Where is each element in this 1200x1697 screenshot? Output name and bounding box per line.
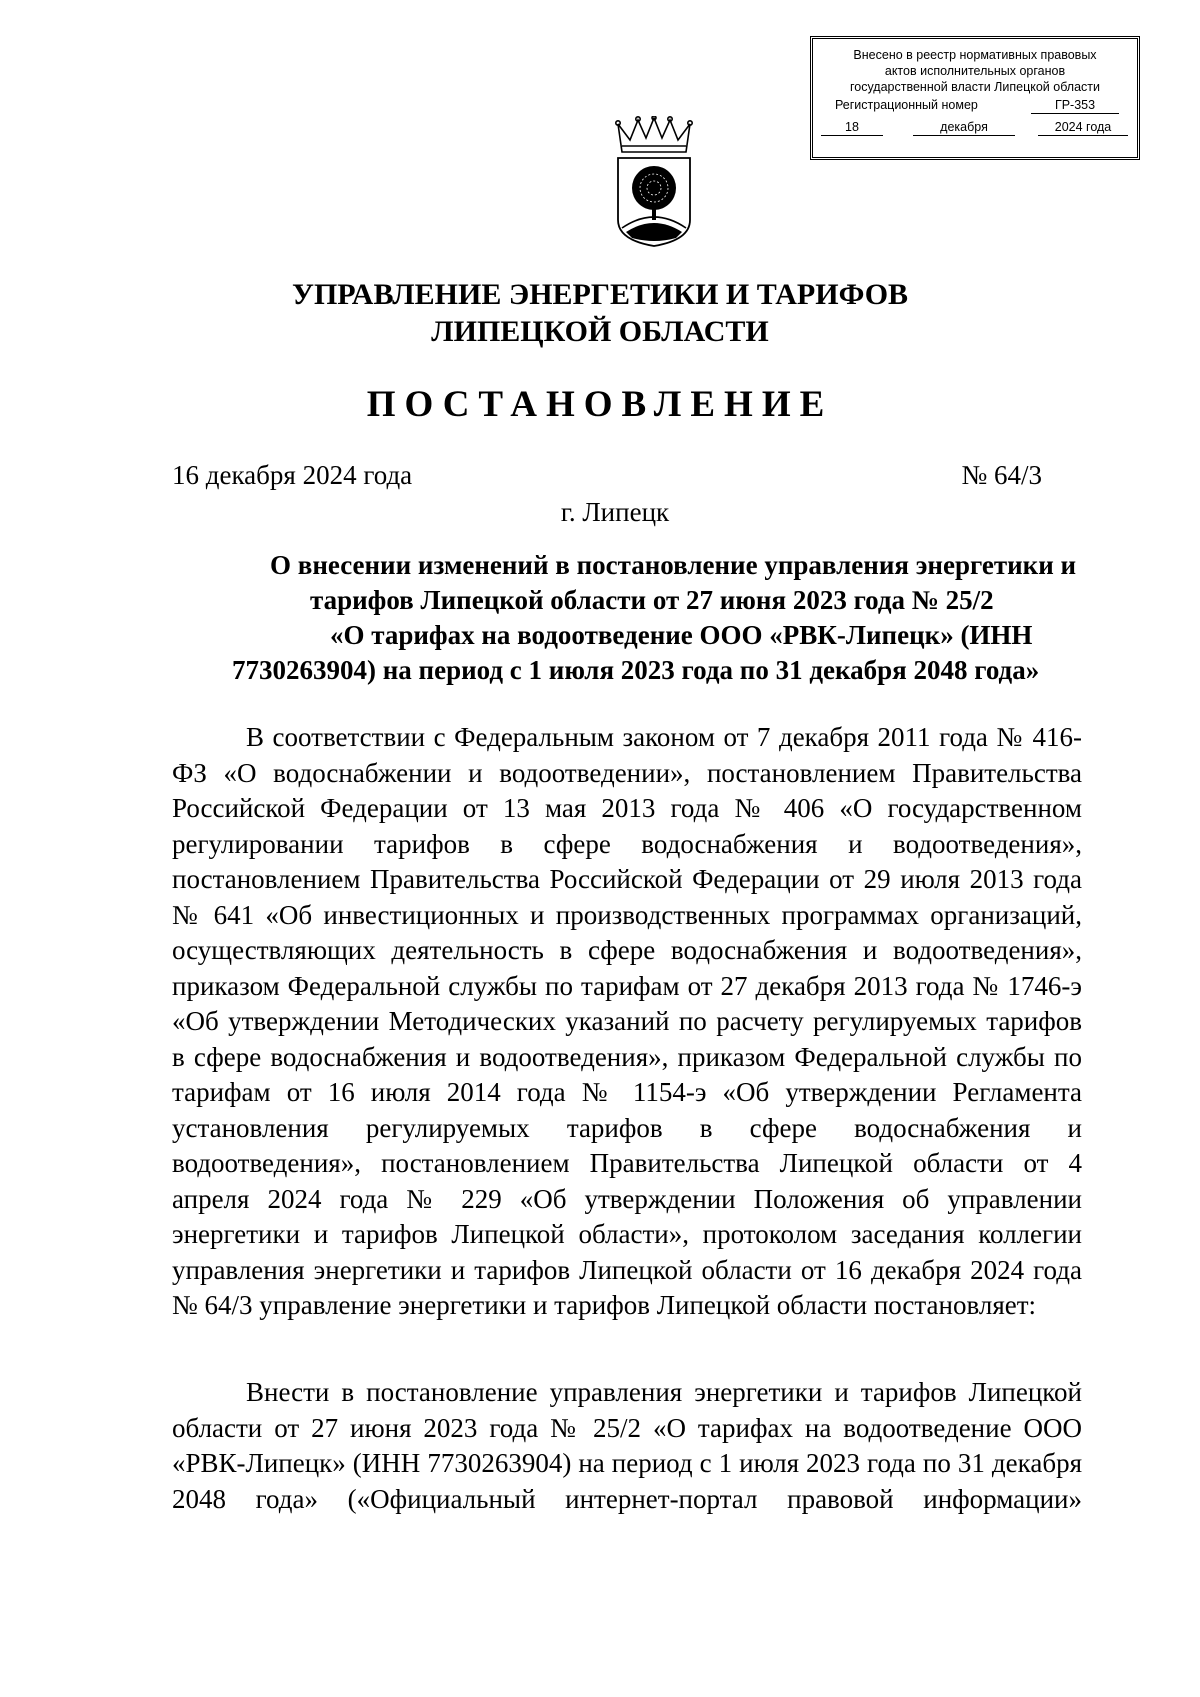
document-date: 16 декабря 2024 года (172, 460, 413, 490)
body-paragraph-1: В соответствии с Федеральным законом от 7 декабря 2011 года № 416-ФЗ «О водоснабжении и водоотведении», постановлением Правительства Российской Федерации от 13 мая 2013 года № 406 «О государственном регулировании тарифов в сфере водоснабжения и водоотведения», постановлением Правительства Российской Федерации от 29 июля 2013 года № 641 «Об инвестиционных и производственных программах организаций, осуществляющих деятельность в сфере водоснабжения и водоотведения», приказом Федеральной службы по тарифам от 27 декабря 2013 года № 1746-э «Об утверждении Методических указаний по расчету регулируемых тарифов в сфере водоснабжения и водоотведения», приказом Федеральной службы по тарифам от 16 июля 2014 года № 1154-э «Об утверждении Регламента установления регулируемых тарифов в сфере водоснабжения и водоотведения», постановлением Правительства Липецкой области от 4 апреля 2024 года № 229 «Об утверждении Положения об управлении энергетики и тарифов Липецкой области», протоколом заседания коллегии управления энергетики и тарифов Липецкой области от 16 декабря 2024 года № 64/3 управление энергетики и тарифов Липецкой области постановляет: (172, 722, 1082, 1320)
document-type: ПОСТАНОВЛЕНИЕ (366, 384, 834, 425)
document-city: г. Липецк (560, 497, 670, 527)
stamp-date-row (813, 119, 1137, 137)
organization-line-1: УПРАВЛЕНИЕ ЭНЕРГЕТИКИ И ТАРИФОВ (291, 278, 909, 311)
document-title-line-3: «О тарифах на водоотведение ООО «РВК-Липецк» (ИНН (330, 620, 1033, 650)
document-title-line-1: О внесении изменений в постановление управления энергетики и (270, 550, 1077, 580)
body-paragraph-2: Внести в постановление управления энергетики и тарифов Липецкой области от 27 июня 2023 года № 25/2 «О тарифах на водоотведение ООО «РВК-Липецк» (ИНН 7730263904) на период с 1 июля 2023 года по 31 декабря 2048 года» («Официальный интернет-портал правовой информации» (172, 1377, 1082, 1514)
stamp-registration-number: ГР-353 (1031, 97, 1119, 114)
coat-of-arms-icon (612, 116, 696, 248)
stamp-line-3: государственной власти Липецкой области (849, 80, 1101, 94)
stamp-day: 18 (821, 119, 883, 136)
document-title-line-2: тарифов Липецкой области от 27 июня 2023 года № 25/2 (310, 585, 994, 615)
stamp-line-1: Внесено в реестр нормативных правовых (853, 48, 1097, 62)
stamp-year: 2024 года (1038, 119, 1128, 136)
stamp-registration-label: Регистрационный номер (835, 98, 978, 112)
organization-line-2: ЛИПЕЦКОЙ ОБЛАСТИ (431, 315, 769, 348)
stamp-month: декабря (913, 119, 1015, 136)
stamp-line-2: актов исполнительных органов (884, 64, 1066, 78)
organization-name (0, 276, 1200, 350)
registry-stamp (810, 36, 1140, 160)
document-number: № 64/3 (961, 460, 1042, 490)
document-title-line-4: 7730263904) на период с 1 июля 2023 года по 31 декабря 2048 года» (232, 655, 1040, 685)
stamp-registration-row (813, 97, 1137, 115)
